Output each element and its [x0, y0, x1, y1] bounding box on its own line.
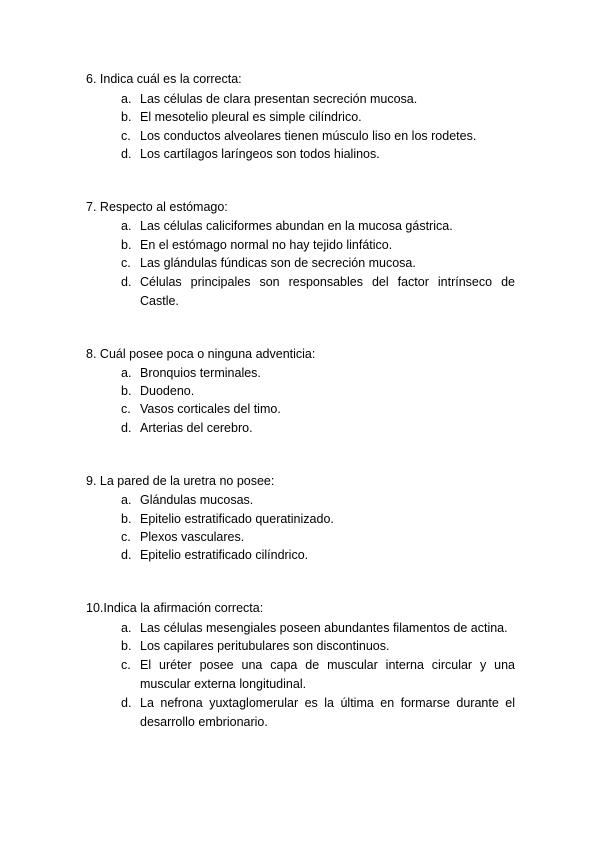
option-letter: d. — [121, 147, 132, 161]
option-letter: a. — [121, 219, 132, 233]
option-letter: c. — [121, 402, 131, 416]
option-letter: a. — [121, 493, 132, 507]
question-title: 7. Respecto al estómago: — [86, 200, 228, 214]
option-text: Plexos vasculares. — [140, 530, 245, 544]
option-text: Duodeno. — [140, 384, 195, 398]
option-text: Epitelio estratificado cilíndrico. — [140, 548, 309, 562]
option-text: Los cartílagos laríngeos son todos hialinos. — [140, 147, 380, 161]
option-letter: c. — [121, 530, 131, 544]
option-letter: a. — [121, 92, 132, 106]
option-text: Glándulas mucosas. — [140, 493, 254, 507]
option-letter: b. — [121, 512, 132, 526]
option-letter: b. — [121, 639, 132, 653]
option-letter: b. — [121, 384, 132, 398]
option-letter: d. — [121, 275, 132, 289]
option-text: Los conductos alveolares tienen músculo liso en los rodetes. — [140, 129, 477, 143]
option-text: Las células de clara presentan secreción mucosa. — [140, 92, 418, 106]
question-title: 6. Indica cuál es la correcta: — [86, 72, 242, 86]
option-text: Vasos corticales del timo. — [140, 402, 281, 416]
option-letter: d. — [121, 696, 132, 710]
option-letter: b. — [121, 238, 132, 252]
option-text: Las glándulas fúndicas son de secreción mucosa. — [140, 256, 416, 270]
option-letter: c. — [121, 256, 131, 270]
option-letter: d. — [121, 548, 132, 562]
option-text: Las células caliciformes abundan en la mucosa gástrica. — [140, 219, 453, 233]
option-letter: a. — [121, 366, 132, 380]
option-text: El uréter posee una capa de muscular interna circular y una muscular externa longitudinal. — [140, 658, 515, 691]
option-text: La nefrona yuxtaglomerular es la última en formarse durante el desarrollo embrionario. — [140, 696, 515, 729]
option-letter: a. — [121, 621, 132, 635]
question-title: 10.Indica la afirmación correcta: — [86, 601, 264, 615]
option-letter: d. — [121, 421, 132, 435]
option-text: Las células mesengiales poseen abundantes filamentos de actina. — [140, 621, 508, 635]
option-text: Células principales son responsables del factor intrínseco de Castle. — [140, 275, 515, 308]
option-letter: c. — [121, 658, 131, 672]
option-text: Arterias del cerebro. — [140, 421, 253, 435]
option-text: En el estómago normal no hay tejido linfático. — [140, 238, 393, 252]
option-text: Bronquios terminales. — [140, 366, 261, 380]
question-title: 8. Cuál posee poca o ninguna adventicia: — [86, 347, 316, 361]
question-title: 9. La pared de la uretra no posee: — [86, 474, 275, 488]
option-text: El mesotelio pleural es simple cilíndrico. — [140, 110, 362, 124]
option-text: Los capilares peritubulares son discontinuos. — [140, 639, 390, 653]
option-letter: b. — [121, 110, 132, 124]
option-letter: c. — [121, 129, 131, 143]
option-text: Epitelio estratificado queratinizado. — [140, 512, 334, 526]
